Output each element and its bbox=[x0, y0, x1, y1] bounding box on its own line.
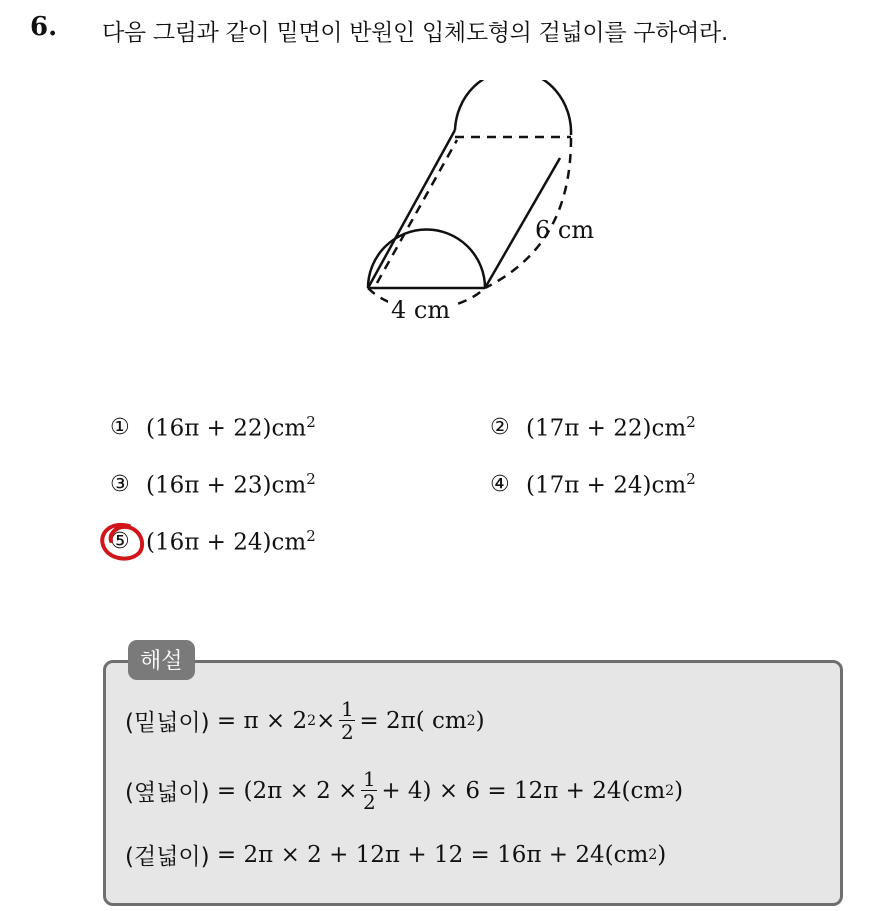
solution-tag: 해설 bbox=[128, 640, 195, 680]
choice-4[interactable] bbox=[490, 467, 696, 501]
question-number: 6. bbox=[30, 12, 58, 42]
left-slant-edge bbox=[368, 130, 455, 288]
choice-number: ④ bbox=[490, 471, 510, 497]
choice-value: $(16\pi + 22)cm^2$ bbox=[146, 412, 316, 442]
front-semicircle-arc bbox=[368, 230, 485, 288]
solution-line-lateral-area: (옆넓이) = (2π × 2 × $\frac{1}{2}$ + 4) × 6 = 12π + 24(cm 2 ) bbox=[125, 767, 684, 814]
choice-3[interactable] bbox=[110, 467, 316, 501]
solution-line-surface-area: (겉넓이) = 2π × 2 + 12π + 12 = 16π + 24(cm 2 ) bbox=[125, 841, 667, 870]
choice-number: ② bbox=[490, 414, 510, 440]
choice-number: ⑤ bbox=[110, 528, 130, 554]
half-cylinder-figure bbox=[355, 80, 615, 330]
choice-value: $(17\pi + 22)cm^2$ bbox=[526, 412, 696, 442]
choice-value: $(17\pi + 24)cm^2$ bbox=[526, 469, 696, 499]
question-text: 다음 그림과 같이 밑면이 반원인 입체도형의 겉넓이를 구하여라. bbox=[102, 20, 728, 46]
choice-2[interactable] bbox=[490, 410, 696, 444]
answer-circle-mark bbox=[99, 521, 145, 563]
top-semicircle-arc bbox=[455, 80, 571, 135]
choice-number: ③ bbox=[110, 471, 130, 497]
diameter-label: 4 cm bbox=[391, 296, 451, 324]
choice-value: $(16\pi + 23)cm^2$ bbox=[146, 469, 316, 499]
length-label: 6 cm bbox=[535, 216, 595, 244]
choice-1[interactable] bbox=[110, 410, 316, 444]
choice-value: $(16\pi + 24)cm^2$ bbox=[146, 526, 316, 556]
solution-line-base-area: (밑넓이) = π × 2 2 × $\frac{1}{2}$ = 2π( cm 2 ) bbox=[125, 697, 485, 744]
hidden-slant-edge bbox=[377, 140, 457, 283]
choice-number: ① bbox=[110, 414, 130, 440]
